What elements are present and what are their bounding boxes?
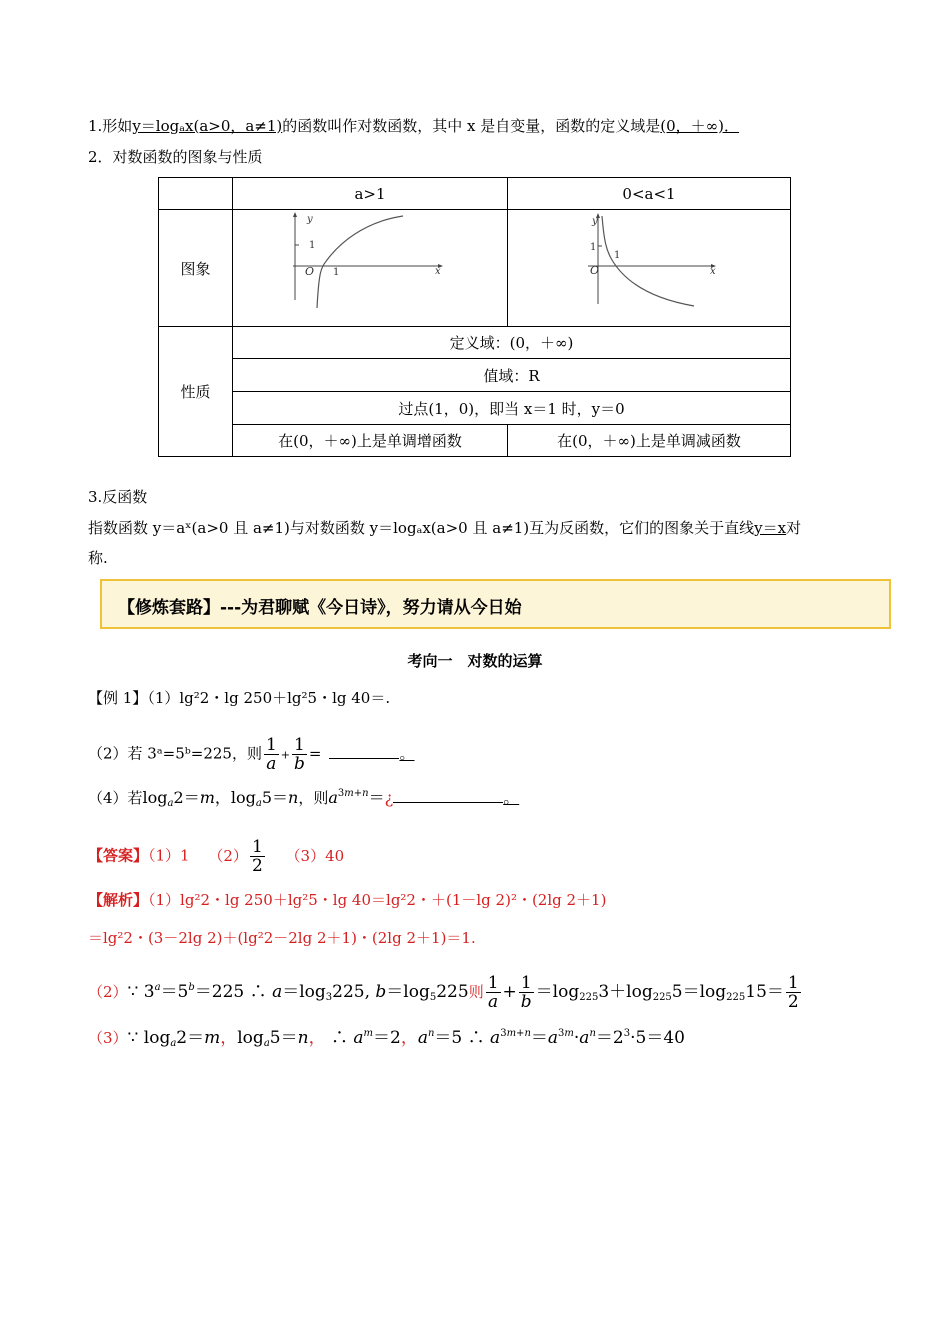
graph2-one-y: 1 xyxy=(590,242,597,253)
graph1-origin: O xyxy=(305,265,315,278)
graph-decreasing-cell xyxy=(508,210,791,327)
graph1-one-x: 1 xyxy=(333,267,340,278)
prop-fixed-point: 过点(1，0)，即当 x＝1 时，y＝0 xyxy=(233,392,791,425)
callout-text: 【修炼套路】---为君聊赋《今日诗》，努力请从今日始 xyxy=(118,598,522,618)
inverse-text-end: 称. xyxy=(88,549,108,567)
answer-line: 【答案】（1）1 （2） $\frac{1}{2}$ （3）40 xyxy=(88,837,345,876)
inverse-text: 指数函数 y＝aˣ(a>0 且 a≠1)与对数函数 y＝logₐx(a>0 且 a≠1)互为反函数，它们的图象关于直线y＝x对 xyxy=(88,519,802,537)
intro-item-1: 1.形如y＝logₐx(a>0，a≠1)的函数叫作对数函数，其中 x 是自变量，函数的定义域是(0，＋∞)． xyxy=(88,117,740,135)
analysis-line-4: （3）∵ $\log_a2=m$，$\log_a5=n$， ∴ $a^m=2$，$a^n=5$ ∴ $a^{3m+n}=a^{3m}\cdot a^n=2^3\cdot 5=40$ xyxy=(88,1028,685,1049)
graph2-origin: O xyxy=(590,264,600,277)
analysis-tag: 【解析】 xyxy=(88,891,149,909)
answer-tag: 【答案】 xyxy=(88,846,149,865)
symmetry-line: y＝x xyxy=(754,519,787,537)
prop-increasing: 在(0，＋∞)上是单调增函数 xyxy=(233,425,508,457)
example-q2: （2）若 3ᵃ=5ᵇ=225，则 $\frac{1}{a}$ + $\frac{1}{b}$ = 。 xyxy=(88,735,415,774)
graph-decreasing xyxy=(508,210,790,322)
prop-range: 值域：R xyxy=(233,359,791,392)
graph2-one-x: 1 xyxy=(614,250,621,261)
section-title: 考向一 对数的运算 xyxy=(407,652,543,670)
answer-half: $\frac{1}{2}$ xyxy=(251,837,263,876)
example-q1: 【例 1】（1）lg²2・lg 250＋lg²5・lg 40＝. xyxy=(88,689,391,707)
prop-decreasing: 在(0，＋∞)上是单调减函数 xyxy=(508,425,791,457)
training-callout xyxy=(100,579,891,629)
frac-1-over-a: $\frac{1}{a}$ xyxy=(265,735,277,774)
analysis-line-1: 【解析】（1）lg²2・lg 250＋lg²5・lg 40＝lg²2・＋(1－lg 2)²・(2lg 2＋1) xyxy=(88,891,607,909)
inverse-title: 3.反函数 xyxy=(88,488,148,506)
domain-value: (0，＋∞)． xyxy=(660,117,740,135)
frac-1-over-b-sol: $\frac{1}{b}$ xyxy=(520,973,532,1012)
log-function-formula: y＝logₐx(a>0，a≠1) xyxy=(132,117,283,135)
prop-domain: 定义域：(0，＋∞) xyxy=(233,327,791,359)
glitch-glyph: ¿ xyxy=(384,788,394,807)
graph1-one-y: 1 xyxy=(309,240,316,251)
graph1-x-label: x xyxy=(435,266,441,277)
intro-item-2: 2．对数函数的图象与性质 xyxy=(88,148,263,166)
table-corner xyxy=(159,178,233,210)
graph2-y-label: y xyxy=(592,216,598,227)
answer-blank-4 xyxy=(393,788,503,803)
graph-row-label: 图象 xyxy=(159,210,233,327)
graph1-y-label: y xyxy=(307,214,313,225)
frac-half-sol: $\frac{1}{2}$ xyxy=(787,973,799,1012)
example-q4: （4）若$\log_a2=m$，$\log_a5=n$，则$a^{3m+n}=¿$ 。 xyxy=(88,788,520,809)
header-a-gt-1: a>1 xyxy=(233,178,508,210)
graph-increasing-cell xyxy=(233,210,508,327)
props-row-label: 性质 xyxy=(159,327,233,457)
graph-increasing xyxy=(233,210,507,322)
answer-blank-2 xyxy=(329,744,399,759)
analysis-line-2: ＝lg²2・(3－2lg 2)＋(lg²2－2lg 2＋1)・(2lg 2＋1)＝1. xyxy=(88,929,476,947)
graph2-x-label: x xyxy=(710,266,716,277)
frac-1-over-a-sol: $\frac{1}{a}$ xyxy=(487,973,499,1012)
example-tag: 【例 1】 xyxy=(88,689,148,707)
analysis-line-3: （2）∵ $3^a=5^b=225$ ∴ $a=\log_3225$, $b=\log_5225$则 $\frac{1}{a}$ + $\frac{1}{b}$ $=\log_{225}3+\log_{225}5=\log_{225}15=$ $\frac{1}{2}$ xyxy=(88,973,799,1012)
frac-1-over-b: $\frac{1}{b}$ xyxy=(294,735,305,774)
header-a-lt-1: 0<a<1 xyxy=(508,178,791,210)
log-properties-table xyxy=(158,177,791,457)
